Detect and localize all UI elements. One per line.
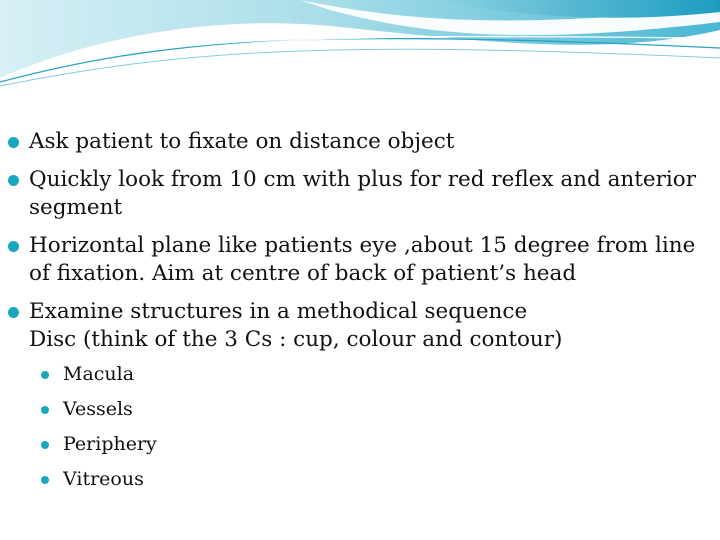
sub-bullet-dot-icon bbox=[41, 406, 49, 414]
content-area bbox=[8, 128, 714, 502]
bullet-text: Examine structures in a methodical sequence bbox=[29, 298, 528, 324]
sub-bullet-dot-icon bbox=[41, 371, 49, 379]
sub-bullet-text: Macula bbox=[63, 362, 135, 385]
bullet-item bbox=[8, 298, 714, 493]
bullet-item bbox=[8, 128, 714, 157]
bullet-text: of fixation. Aim at centre of back of patient’s head bbox=[29, 261, 577, 286]
bullet-dot-icon bbox=[8, 137, 19, 148]
bullet-text: segment bbox=[29, 195, 123, 220]
sub-bullet-text: Vessels bbox=[63, 397, 133, 420]
sub-bullet-item bbox=[29, 431, 714, 458]
bullet-text: Disc (think of the 3 Cs : cup, colour and contour) bbox=[29, 327, 563, 352]
sub-bullet-item bbox=[29, 361, 714, 388]
bullet-item bbox=[8, 232, 714, 289]
bullet-dot-icon bbox=[8, 241, 19, 252]
bullet-text: Quickly look from 10 cm with plus for red reflex and anterior bbox=[29, 166, 697, 192]
bullet-text: Ask patient to fixate on distance object bbox=[29, 129, 455, 154]
wave-line-2 bbox=[0, 49, 720, 86]
header-wave-decoration bbox=[0, 0, 720, 90]
sub-bullet-text: Periphery bbox=[63, 432, 157, 455]
sub-bullet-item bbox=[29, 396, 714, 423]
sub-bullet-dot-icon bbox=[41, 476, 49, 484]
bullet-text: Horizontal plane like patients eye ,about 15 degree from line bbox=[29, 232, 696, 258]
sub-bullet-text: Vitreous bbox=[63, 467, 144, 490]
sub-bullet-list bbox=[29, 361, 714, 493]
bullet-dot-icon bbox=[8, 307, 19, 318]
bullet-list bbox=[8, 128, 714, 493]
sub-bullet-item bbox=[29, 466, 714, 493]
bullet-dot-icon bbox=[8, 175, 19, 186]
sub-bullet-dot-icon bbox=[41, 441, 49, 449]
bullet-item bbox=[8, 166, 714, 223]
